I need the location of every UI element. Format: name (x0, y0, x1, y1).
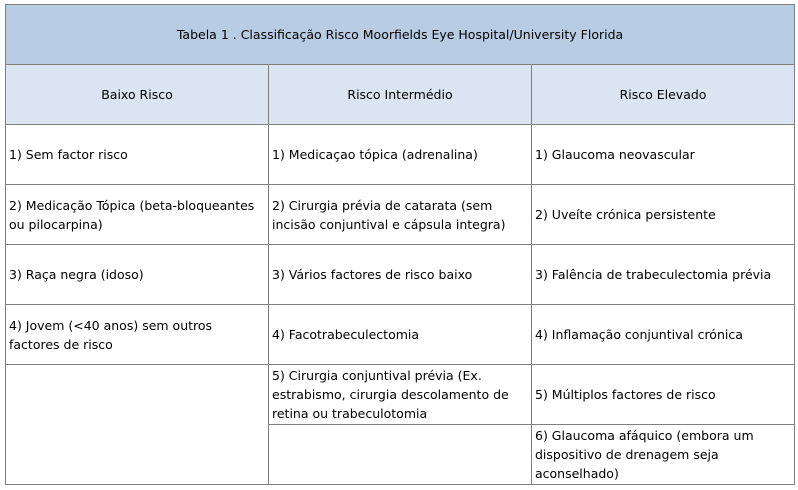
intermediate-risk-cell: 3) Vários factores de risco baixo (269, 245, 532, 305)
low-risk-cell: 3) Raça negra (idoso) (6, 245, 269, 305)
table-header-row (6, 65, 795, 125)
table-title: Tabela 1 . Classificação Risco Moorfields Eye Hospital/University Florida (6, 5, 795, 65)
table-row (6, 365, 795, 425)
low-risk-empty-cell (6, 365, 269, 485)
high-risk-cell: 1) Glaucoma neovascular (532, 125, 795, 185)
intermediate-risk-cell: 2) Cirurgia prévia de catarata (sem incisão conjuntival e cápsula integra) (269, 185, 532, 245)
risk-classification-table (5, 4, 795, 485)
table-row (6, 185, 795, 245)
intermediate-risk-empty-cell (269, 425, 532, 485)
intermediate-risk-cell: 1) Medicaçao tópica (adrenalina) (269, 125, 532, 185)
low-risk-cell: 1) Sem factor risco (6, 125, 269, 185)
column-header-intermediate-risk: Risco Intermédio (269, 65, 532, 125)
low-risk-cell: 4) Jovem (<40 anos) sem outros factores de risco (6, 305, 269, 365)
intermediate-risk-cell: 4) Facotrabeculectomia (269, 305, 532, 365)
high-risk-cell: 5) Múltiplos factores de risco (532, 365, 795, 425)
high-risk-cell: 2) Uveíte crónica persistente (532, 185, 795, 245)
column-header-low-risk: Baixo Risco (6, 65, 269, 125)
high-risk-cell: 3) Falência de trabeculectomia prévia (532, 245, 795, 305)
intermediate-risk-cell: 5) Cirurgia conjuntival prévia (Ex. estrabismo, cirurgia descolamento de retina ou trabeculotomia (269, 365, 532, 425)
table-title-row (6, 5, 795, 65)
high-risk-cell: 4) Inflamação conjuntival crónica (532, 305, 795, 365)
high-risk-cell: 6) Glaucoma afáquico (embora um dispositivo de drenagem seja aconselhado) (532, 425, 795, 485)
table-row (6, 125, 795, 185)
table-row (6, 245, 795, 305)
table-row (6, 305, 795, 365)
column-header-high-risk: Risco Elevado (532, 65, 795, 125)
risk-classification-table-container (5, 4, 794, 485)
low-risk-cell: 2) Medicação Tópica (beta-bloqueantes ou pilocarpina) (6, 185, 269, 245)
